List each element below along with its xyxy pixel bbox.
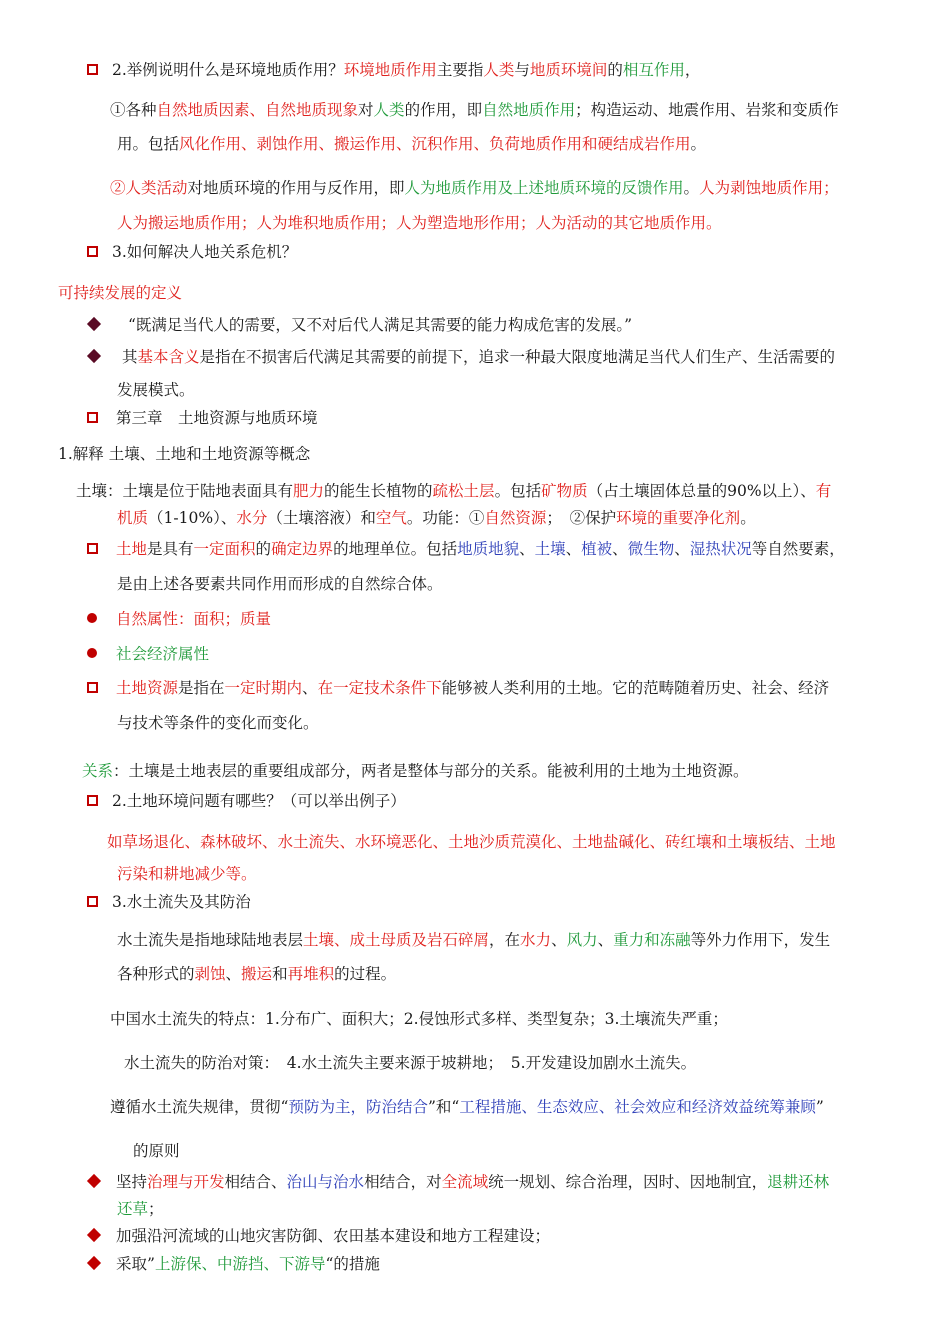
text-run: 其 (122, 348, 138, 366)
diamond-bullet (87, 1228, 101, 1242)
land-resource-definition (116, 678, 829, 698)
measure-combine (116, 1172, 829, 1192)
highlight-blue: 治山与治水 (286, 1173, 365, 1191)
land-definition-cont (117, 574, 443, 594)
highlight-blue: 植被 (581, 540, 613, 558)
china-erosion-features (110, 1009, 728, 1029)
text-run: 2.举例说明什么是环境地质作用？ (112, 61, 344, 79)
highlight-red: 一定面积 (193, 540, 256, 558)
sustainable-meaning (122, 347, 835, 367)
soil-definition-cont (117, 508, 756, 528)
highlight-red: 在一定技术条件下 (317, 679, 442, 697)
highlight-red: 人为剥蚀地质作用； (699, 179, 839, 197)
checkbox-bullet (87, 795, 98, 806)
measure-combine-cont (117, 1199, 164, 1219)
highlight-red: 基本含义 (137, 348, 200, 366)
text-run: （土壤溶液）和 (267, 509, 376, 527)
highlight-green: 风力 (566, 931, 598, 949)
text-run: 的原则 (133, 1142, 180, 1160)
highlight-green: 重力和冻融 (613, 931, 691, 949)
text-run: 是指在不损害后代满足其需要的前提下，追求一种最大限度地满足当代人们生产、生活需要的 (199, 348, 836, 366)
human-geology-paragraph (110, 178, 839, 198)
land-problems-list-cont (117, 864, 257, 884)
highlight-red: 污染和耕地减少等。 (117, 865, 257, 883)
highlight-green: 人类 (373, 101, 405, 119)
text-run: 和 (272, 965, 288, 983)
text-run: 发展模式。 (117, 381, 195, 399)
text-run: 加强沿河流域的山地灾害防御、农田基本建设和地方工程建设； (116, 1227, 551, 1245)
text-run: 中国水土流失的特点：1.分布广、面积大；2.侵蚀形式多样、类型复杂；3.土壤流失严重； (110, 1010, 728, 1028)
highlight-red: 风化作用、剥蚀作用、搬运作用、沉积作用、负荷地质作用和硬结成岩作用 (179, 135, 691, 153)
soil-erosion-definition-cont (117, 964, 396, 984)
highlight-red: 确定边界 (271, 540, 334, 558)
text-run: 水土流失是指地球陆地表层 (117, 931, 304, 949)
sustainable-quote (128, 315, 632, 335)
text-run: ①各种 (110, 101, 157, 119)
text-run: 的作用，即 (404, 101, 483, 119)
diamond-bullet (87, 1174, 101, 1188)
text-run: 与技术等条件的变化而变化。 (117, 714, 319, 732)
land-problems-list (107, 832, 836, 852)
text-run: 3.水土流失及其防治 (112, 893, 251, 911)
highlight-red: 自然资源 (484, 509, 547, 527)
measure-upstream-downstream (116, 1254, 380, 1274)
text-run: ， (684, 61, 701, 79)
text-run: 遵循水土流失规律，贯彻“ (110, 1098, 289, 1116)
highlight-red: 再堆积 (287, 965, 335, 983)
text-run: 是指在 (178, 679, 225, 697)
highlight-red: 水力 (520, 931, 552, 949)
text-run: 与 (514, 61, 530, 79)
chapter-three-title (116, 408, 318, 428)
text-run: 采取” (116, 1255, 155, 1273)
highlight-green: 退耕还林 (767, 1173, 830, 1191)
text-run: 相结合、 (224, 1173, 287, 1191)
question-environmental-geology (112, 60, 700, 80)
dot-bullet (87, 648, 97, 658)
highlight-red: 疏松土层 (432, 482, 495, 500)
diamond-bullet (87, 1256, 101, 1270)
checkbox-bullet (87, 246, 98, 257)
text-run: 水土流失的防治对策： 4.水土流失主要来源于坡耕地； 5.开发建设加剧水土流失。 (124, 1054, 697, 1072)
text-run: 土壤：土壤是位于陆地表面具有 (76, 482, 294, 500)
text-run: ；构造运动、地震作用、岩浆和变质作 (575, 101, 839, 119)
highlight-red: 自然属性：面积；质量 (116, 610, 272, 628)
highlight-blue: 工程措施、生态效应、社会效应和经济效益统筹兼顾 (459, 1098, 816, 1116)
text-run: 对地质环境的作用与反作用，即 (187, 179, 405, 197)
text-run: 、 (612, 540, 628, 558)
text-run: 能够被人类利用的土地。它的范畴随着历史、社会、经济 (441, 679, 830, 697)
soil-definition (76, 481, 831, 501)
text-run: 1.解释 土壤、土地和土地资源等概念 (58, 445, 311, 463)
measure-disaster-prevention (116, 1226, 550, 1246)
highlight-blue: 微生物 (627, 540, 675, 558)
text-run: 2.土地环境问题有哪些？（可以举出例子） (112, 792, 406, 810)
text-run: 、 (225, 965, 242, 983)
text-run: 统一规划、综合治理，因时、因地制宜， (488, 1173, 768, 1191)
text-run: 、 (565, 540, 582, 558)
highlight-red: 肥力 (293, 482, 325, 500)
land-definition (116, 539, 845, 559)
text-run: 用。包括 (117, 135, 180, 153)
highlight-red: 空气 (375, 509, 407, 527)
checkbox-bullet (87, 682, 98, 693)
human-geology-paragraph-cont (117, 213, 722, 233)
natural-geology-paragraph (110, 100, 839, 120)
text-run: 的能生长植物的 (324, 482, 433, 500)
highlight-red: 环境地质作用 (343, 61, 437, 79)
text-run: 相结合，对 (364, 1173, 442, 1191)
dot-bullet (87, 613, 97, 623)
highlight-red: 治理与开发 (147, 1173, 225, 1191)
text-run: 的过程。 (334, 965, 397, 983)
text-run: 是具有 (147, 540, 194, 558)
socioeconomic-attribute (116, 644, 209, 664)
highlight-green: 关系 (82, 762, 114, 780)
highlight-green: 上游保、中游挡、下游导 (154, 1255, 326, 1273)
highlight-red: 自然地质因素、自然地质现象 (156, 101, 359, 119)
text-run: 、 (597, 931, 614, 949)
text-run: 的 (255, 540, 272, 558)
text-run: ：土壤是土地表层的重要组成部分，两者是整体与部分的关系。能被利用的土地为土地资源。 (113, 762, 749, 780)
highlight-red: 土壤、成土母质及岩石碎屑 (303, 931, 490, 949)
text-run: （1-10%）、 (148, 509, 237, 527)
text-run: 、 (674, 540, 690, 558)
text-run: ，在 (489, 931, 521, 949)
highlight-blue: 湿热状况 (689, 540, 752, 558)
natural-attribute (116, 609, 271, 629)
text-run: 第三章 土地资源与地质环境 (116, 409, 318, 427)
text-run: “的措施 (325, 1255, 380, 1273)
text-run: 、 (551, 931, 567, 949)
question-land-problems (112, 791, 406, 811)
natural-geology-paragraph-cont (117, 134, 706, 154)
highlight-green: 还草 (117, 1200, 149, 1218)
highlight-red: 水分 (236, 509, 268, 527)
text-run: 3.如何解决人地关系危机？ (112, 243, 298, 261)
highlight-green: 人为地质作用及上述地质环境的反馈作用 (404, 179, 684, 197)
text-run: 坚持 (116, 1173, 148, 1191)
text-run: 对 (358, 101, 374, 119)
text-run: 。 (690, 135, 707, 153)
text-run: 主要指 (436, 61, 484, 79)
text-run: ； ②保护 (546, 509, 617, 527)
highlight-red: 矿物质 (541, 482, 588, 500)
erosion-countermeasures (124, 1053, 696, 1073)
highlight-red: 搬运 (241, 965, 273, 983)
text-run: 的地理单位。包括 (333, 540, 458, 558)
text-run: ； (148, 1200, 164, 1218)
text-run: 。包括 (494, 482, 542, 500)
highlight-blue: 预防为主，防治结合 (288, 1098, 428, 1116)
highlight-red: 有 (815, 482, 832, 500)
checkbox-bullet (87, 896, 98, 907)
highlight-green: 自然地质作用 (482, 101, 576, 119)
text-run: 等自然要素， (751, 540, 845, 558)
diamond-bullet (87, 349, 101, 363)
soil-erosion-definition (117, 930, 830, 950)
checkbox-bullet (87, 64, 98, 75)
question-crisis (112, 242, 297, 262)
concepts-heading (58, 444, 310, 464)
highlight-red: 如草场退化、森林破坏、水土流失、水环境恶化、土地沙质荒漠化、土地盐碱化、砖红壤和土壤板结、土地 (107, 833, 836, 851)
highlight-red: 土地资源 (116, 679, 179, 697)
highlight-green: 相互作用 (622, 61, 685, 79)
checkbox-bullet (87, 412, 98, 423)
text-run: 等外力作用下，发生 (690, 931, 831, 949)
highlight-blue: 土壤 (534, 540, 566, 558)
text-run: ” (815, 1098, 824, 1116)
highlight-red: 全流域 (441, 1173, 489, 1191)
highlight-red: 地质环境间 (529, 61, 608, 79)
highlight-blue: 地质地貌 (457, 540, 520, 558)
text-run: （占土壤固体总量的90%以上）、 (587, 482, 816, 500)
text-run: 。功能：① (406, 509, 485, 527)
erosion-principle (110, 1097, 824, 1117)
highlight-red: 剥蚀 (194, 965, 226, 983)
text-run: 。 (740, 509, 756, 527)
erosion-principle-cont (133, 1141, 180, 1161)
text-run: 。 (683, 179, 700, 197)
highlight-red: 环境的重要净化剂 (616, 509, 741, 527)
diamond-bullet (87, 317, 101, 331)
text-run: ”和“ (427, 1098, 460, 1116)
highlight-red: ②人类活动 (110, 179, 188, 197)
text-run: 是由上述各要素共同作用而形成的自然综合体。 (117, 575, 443, 593)
text-run: 各种形式的 (117, 965, 195, 983)
highlight-red: 机质 (117, 509, 149, 527)
highlight-red: 人类 (483, 61, 515, 79)
highlight-red: 一定时期内 (224, 679, 303, 697)
sustainable-meaning-cont (117, 380, 195, 400)
relationship-text (82, 761, 749, 781)
highlight-red: 人为搬运地质作用；人为堆积地质作用；人为塑造地形作用；人为活动的其它地质作用。 (117, 214, 722, 232)
highlight-green: 社会经济属性 (116, 645, 210, 663)
highlight-red: 土地 (116, 540, 148, 558)
highlight-red: 可持续发展的定义 (58, 284, 183, 302)
text-run: 、 (302, 679, 318, 697)
text-run: 的 (607, 61, 623, 79)
land-resource-definition-cont (117, 713, 319, 733)
text-run: 、 (519, 540, 535, 558)
sustainable-definition-heading (58, 283, 182, 303)
text-run: “既满足当代人的需要，又不对后代人满足其需要的能力构成危害的发展。” (128, 316, 633, 334)
checkbox-bullet (87, 543, 98, 554)
soil-erosion-heading (112, 892, 251, 912)
